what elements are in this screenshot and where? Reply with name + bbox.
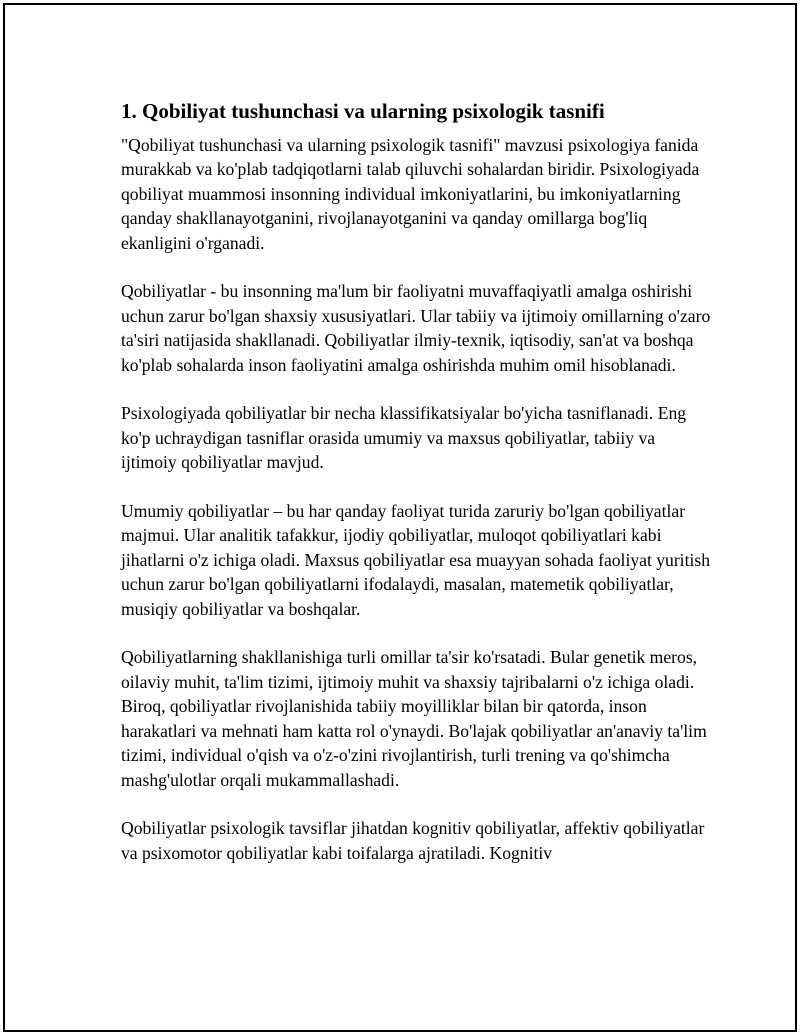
paragraph-definition: Qobiliyatlar - bu insonning ma'lum bir faoliyatni muvaffaqiyatli amalga oshirishi uchun zarur bo'lgan shaxsiy xususiyatlari. Ular tabiiy va ijtimoiy omillarning o'zaro ta'siri natijasida shakllanadi. Qobiliyatlar ilmiy-texnik, iqtisodiy, san'at va boshqa ko'plab sohalarda inson faoliyatini amalga oshirishda muhim omil hisoblanadi. [121, 281, 711, 375]
paragraph-factors: Qobiliyatlarning shakllanishiga turli omillar ta'sir ko'rsatadi. Bular genetik meros, oilaviy muhit, ta'lim tizimi, ijtimoiy muhit va shaxsiy tajribalarni o'z ichiga oladi. Biroq, qobiliyatlar rivojlanishida tabiiy moyilliklar bilan bir qatorda, inson harakatlari va mehnati ham katta rol o'ynaydi. Bo'lajak qobiliyatlar an'anaviy ta'lim tizimi, individual o'qish va o'z-o'zini rivojlantirish, turli trening va qo'shimcha mashg'ulotlar orqali mukammallashadi. [121, 647, 707, 790]
paragraph-general-special: Umumiy qobiliyatlar – bu har qanday faoliyat turida zaruriy bo'lgan qobiliyatlar majmui. Ular analitik tafakkur, ijodiy qobiliyatlar, muloqot qobiliyatlari kabi jihatlarni o'z ichiga oladi. Maxsus qobiliyatlar esa muayyan sohada faoliyat yuritish uchun zarur bo'lgan qobiliyatlarni ifodalaydi, masalan, matemetik qobiliyatlar, musiqiy qobiliyatlar va boshqalar. [121, 501, 710, 619]
section-title: 1. Qobiliyat tushunchasi va ularning psixologik tasnifi [121, 99, 605, 123]
page-border [3, 3, 797, 1032]
paragraph-intro: "Qobiliyat tushunchasi va ularning psixologik tasnifi" mavzusi psixologiya fanida murakkab va ko'plab tadqiqotlarni talab qiluvchi sohalardan biridir. Psixologiyada qobiliyat muammosi insonning individual imkoniyatlarini, bu imkoniyatlarning qanday shakllanayotganini, rivojlanayotganini va qanday omillarga bog'liq ekanligini o'rganadi. [121, 135, 700, 253]
document-body [121, 97, 711, 890]
paragraph-psychological-types: Qobiliyatlar psixologik tavsiflar jihatdan kognitiv qobiliyatlar, affektiv qobiliyatlar va psixomotor qobiliyatlar kabi toifalarga ajratiladi. Kognitiv [121, 818, 705, 863]
paragraph-classification: Psixologiyada qobiliyatlar bir necha klassifikatsiyalar bo'yicha tasniflanadi. Eng ko'p uchraydigan tasniflar orasida umumiy va maxsus qobiliyatlar, tabiiy va ijtimoiy qobiliyatlar mavjud. [121, 403, 687, 473]
